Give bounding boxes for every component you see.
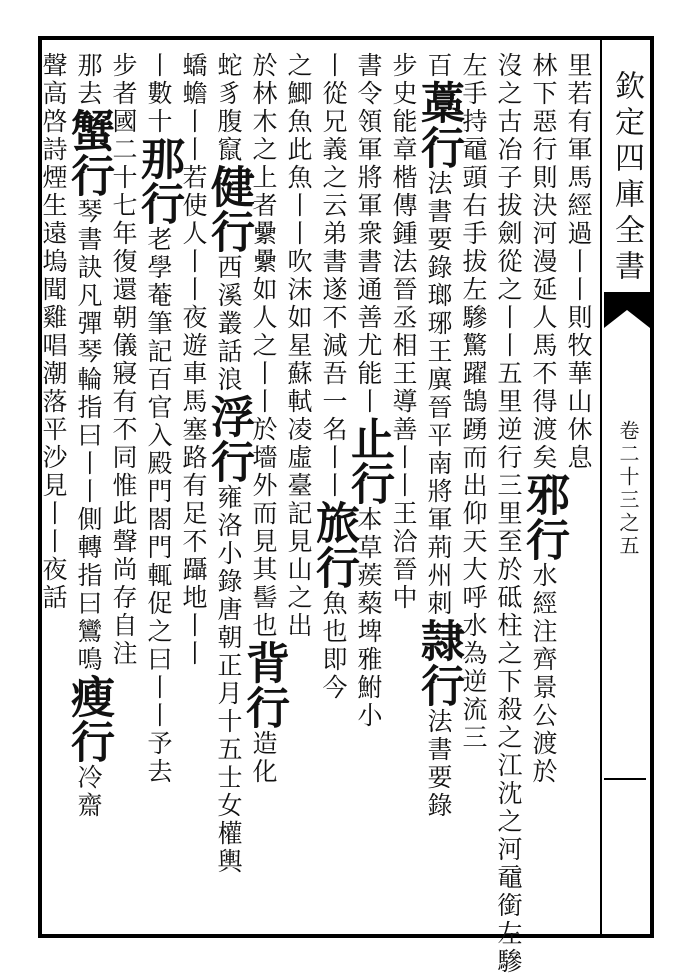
band-tick — [604, 778, 646, 780]
text-column — [456, 52, 491, 928]
text-column — [281, 52, 316, 928]
text-run: 丨從兄義之云弟書遂不減吾 — [319, 52, 348, 388]
entry-heading: 邪行 — [518, 472, 569, 562]
text-run: 於林木之上者纍纍如人之丨丨於墻外而見其髻也 — [249, 52, 278, 640]
text-run: 王洽晉中 — [389, 500, 418, 612]
text-run: 魚也即今 — [319, 590, 348, 702]
text-column — [63, 52, 114, 928]
entry-heading: 止行 — [343, 416, 394, 506]
entry-heading: 藁行 — [413, 80, 464, 170]
book-title: 欽定四庫全書 — [609, 70, 644, 286]
entry-heading: 隷行 — [413, 618, 464, 708]
text-run: 法書要錄瑯琊王廙晉平南將軍荊州刺 — [424, 170, 453, 618]
text-run: 步 — [389, 52, 418, 80]
text-column — [518, 52, 569, 928]
text-column — [343, 52, 394, 928]
text-run: 聲 — [39, 52, 68, 80]
text-run: 水經注齊景公渡於 — [529, 562, 558, 786]
text-run: 史能章楷傳鍾法晉丞相王導善丨丨 — [389, 80, 418, 500]
text-column — [36, 52, 71, 928]
entry-heading: 旅行 — [308, 500, 359, 590]
text-run: 書令領軍將軍衆書通善尤能丨 — [354, 52, 383, 416]
text-column — [203, 52, 254, 928]
text-run: 沒之古冶子拔劍從之丨丨五里逆行三里至於砥柱之下殺之 — [494, 52, 523, 752]
text-column — [308, 52, 359, 928]
text-run: 林下惡行則決河漫延人馬不得渡矣 — [529, 52, 558, 472]
entry-heading: 健行 — [203, 164, 254, 254]
text-run: 蟜蟾丨丨 — [179, 52, 208, 164]
text-run: 一名丨丨 — [319, 388, 348, 500]
text-run: 老學菴筆記百官入殿門閤門輒促之曰丨丨予去 — [144, 226, 173, 786]
text-run: 丨數十 — [144, 52, 173, 136]
text-run: 里若有軍馬經過丨丨則牧華山休息 — [564, 52, 593, 472]
text-run: 夜遊車馬塞路有足不躡地丨丨 — [179, 304, 208, 668]
text-run: 步者 — [109, 52, 138, 108]
text-run: 左手持黿頭右手拔左驂驚躍鵠踴而出仰天大呼水為逆流三 — [459, 52, 488, 752]
text-run: 百 — [424, 52, 453, 80]
text-run: 雍洛小錄唐朝正月十五士女 — [214, 484, 243, 820]
volume-label: 卷二十三之五 — [616, 420, 640, 558]
text-column — [491, 52, 526, 976]
text-run: 高啓詩煙生遠塢聞雞唱潮落平沙見丨丨 — [39, 80, 68, 556]
text-run: 夜話 — [39, 556, 68, 612]
entry-heading: 背行 — [238, 640, 289, 730]
entry-heading: 浮行 — [203, 394, 254, 484]
entry-heading: 那行 — [133, 136, 184, 226]
text-run: 冷齋 — [74, 764, 103, 820]
text-run: 江沈之河黿銜左驂 — [494, 752, 523, 976]
text-run: 若使人丨丨 — [179, 164, 208, 304]
fishtail-mark-icon — [604, 292, 650, 328]
entry-heading: 瘦行 — [63, 674, 114, 764]
text-run: 造化 — [249, 730, 278, 786]
entry-heading: 蟹行 — [63, 108, 114, 198]
text-run: 本草蒺蔾 — [354, 506, 383, 618]
text-run: 埤雅鮒小 — [354, 618, 383, 730]
text-column — [413, 52, 464, 928]
text-run: 蛇豸腹竄 — [214, 52, 243, 164]
text-run: 西溪叢話浪 — [214, 254, 243, 394]
text-run: 之鯽魚此魚丨丨吹沫如星蘇軾凌虛臺記見山之出 — [284, 52, 313, 640]
text-run: 法書要錄 — [424, 708, 453, 820]
text-run: 權輿 — [214, 820, 243, 876]
text-run: 那去 — [74, 52, 103, 108]
text-run: 國二十七年復還朝儀寢有不同惟此聲尚存自注 — [109, 108, 138, 668]
text-run: 琴書訣凡彈琴輪指曰丨丨側轉指曰鸞鳴 — [74, 198, 103, 674]
text-column — [133, 52, 184, 928]
